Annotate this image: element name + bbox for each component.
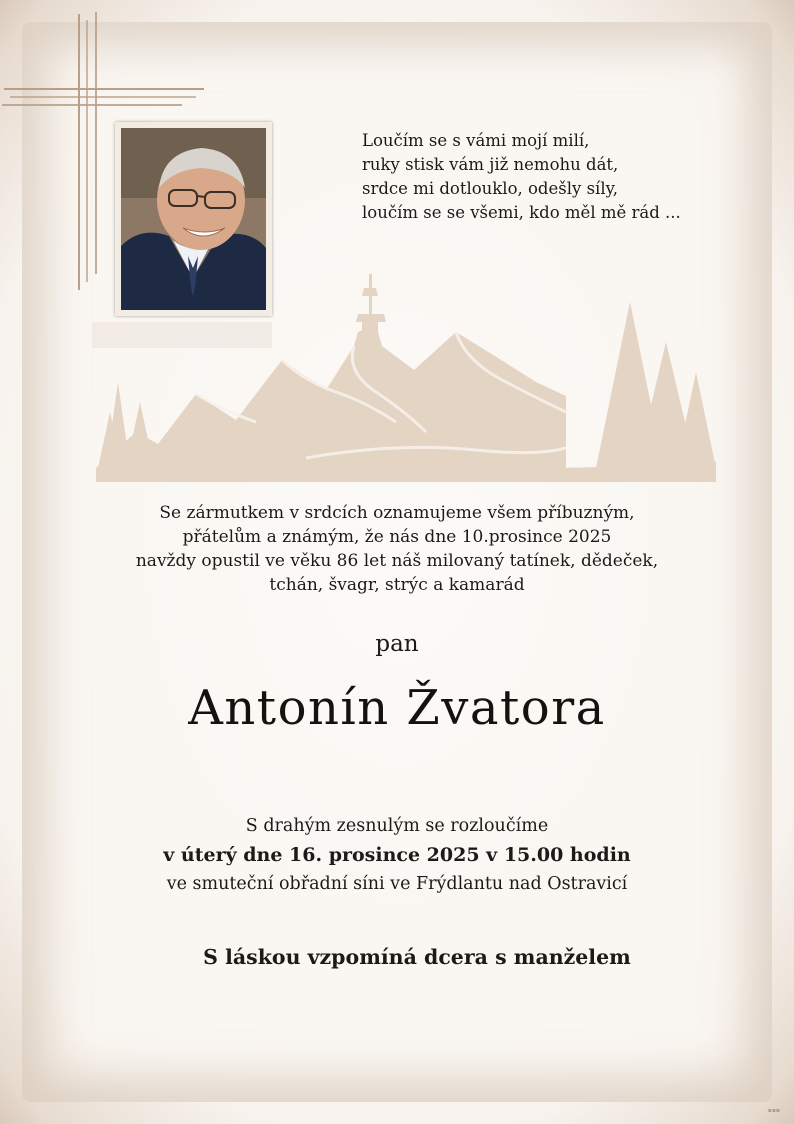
- watermark: ▪▪▪: [767, 1107, 780, 1114]
- announcement-text: [60, 501, 734, 597]
- poem-line: loučím se se všemi, kdo měl mě rád ...: [362, 203, 681, 222]
- announcement-line: přátelům a známým, že nás dne 10.prosince 2025: [182, 527, 612, 547]
- announcement-line: tchán, švagr, strýc a kamarád: [269, 575, 525, 595]
- farewell-poem: [362, 129, 742, 225]
- announcement-line: navždy opustil ve věku 86 let náš milovaný tatínek, dědeček,: [135, 551, 659, 571]
- title-prefix: pan: [375, 631, 419, 657]
- deceased-name: Antonín Žvatora: [188, 680, 606, 736]
- signoff: S láskou vzpomíná dcera s manželem: [203, 945, 631, 969]
- ceremony-place: ve smuteční obřadní síni ve Frýdlantu nad Ostravicí: [166, 874, 628, 894]
- poem-line: ruky stisk vám již nemohu dát,: [362, 155, 619, 174]
- poem-line: Loučím se s vámi mojí milí,: [362, 131, 590, 150]
- poem-line: srdce mi dotlouklo, odešly síly,: [362, 179, 618, 198]
- ceremony-line: S drahým zesnulým se rozloučíme: [245, 816, 549, 836]
- ceremony-details: [60, 812, 734, 899]
- announcement-line: Se zármutkem v srdcích oznamujeme všem příbuzným,: [159, 503, 635, 523]
- ceremony-date: v úterý dne 16. prosince 2025 v 15.00 hodin: [163, 844, 631, 866]
- mountain-landscape-illustration-icon: [96, 262, 716, 502]
